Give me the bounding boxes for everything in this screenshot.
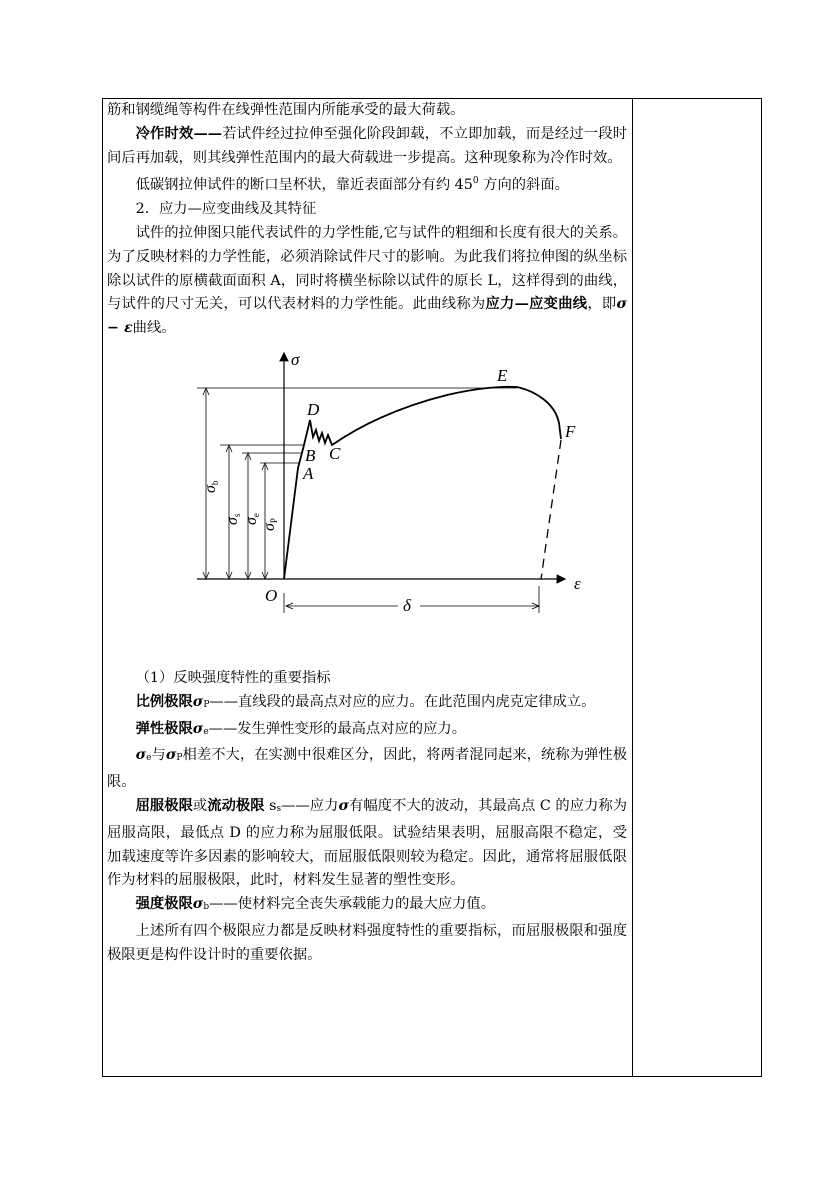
paragraph-yield-limit: 屈服极限或流动极限 ss——应力σ有幅度不大的波动，其最高点 C 的应力称为屈服高限，最低点 D 的应力称为屈服低限。试验结果表明，屈服高限不稳定，受加载速度等许多因素的影响较大，而屈服低限则较为稳定。因此，通常将屈服低限作为材料的屈服极限，此时，材料发生显著的塑性变形。 <box>107 797 628 889</box>
x-axis-label: ε <box>574 573 581 593</box>
svg-text:σP: σP <box>261 518 279 531</box>
point-f-label: F <box>565 421 576 441</box>
sigma-e-label <box>243 513 261 525</box>
section-heading-strength: （1）反映强度特性的重要指标 <box>135 669 331 686</box>
sigma-b-label <box>202 480 220 493</box>
paragraph-proportional-limit: 比例极限σP——直线段的最高点对应的应力。在此范围内虎克定律成立。 <box>135 693 596 710</box>
point-d-label: D <box>307 399 320 419</box>
sigma-p-label <box>261 518 279 531</box>
paragraph-elastic-comparison: σe与σP相差不大，在实测中很难区分，因此，将两者混同起来，统称为弹性极限。 <box>107 747 628 791</box>
paragraph-summary: 上述所有四个极限应力都是反映材料强度特性的重要指标，而屈服极限和强度极限更是构件设计时的重要依据。 <box>107 922 627 963</box>
svg-text:σs: σs <box>224 513 242 525</box>
main-cell <box>107 99 627 968</box>
point-e-label: E <box>497 365 508 385</box>
content-table <box>102 98 762 1077</box>
y-axis-label: σ <box>291 349 300 369</box>
paragraph-stress-strain: 试件的拉伸图只能代表试件的力学性能,它与试件的粗细和长度有很大的关系。为了反映材料的力学性能，必须消除试件尺寸的影响。为此我们将拉伸图的纵坐标除以试件的原横截面面积 A，同时将横坐标除以试件的原长 L，这样得到的曲线，与试件的尺寸无关，可以代表材料的力学性能。此曲线称为应力—应变曲线，即σ − ε曲线。 <box>107 224 628 337</box>
delta-label: δ <box>403 595 411 615</box>
unloading-dashed-line <box>541 440 561 579</box>
term-cold-aging: 冷作时效—— <box>135 125 223 142</box>
point-b-label: B <box>305 445 316 465</box>
paragraph-ultimate-strength: 强度极限σb——使材料完全丧失承载能力的最大应力值。 <box>135 896 496 913</box>
sigma-s-label <box>224 513 242 525</box>
stress-strain-curve <box>284 387 561 579</box>
paragraph-continuation: 筋和钢缆绳等构件在线弹性范围内所能承受的最大荷载。 <box>107 102 465 118</box>
stress-strain-diagram <box>107 343 627 661</box>
paragraph-cold-aging: 冷作时效——若试件经过拉伸至强化阶段卸载，不立即加载，而是经过一段时间后再加载，则其线弹性范围内的最大荷载进一步提高。这种现象称为冷作时效。 <box>107 125 628 166</box>
paragraph-fracture: 低碳钢拉伸试件的断口呈杯状，靠近表面部分有约 $45^0$ 方向的斜面。 <box>135 176 569 194</box>
term-stress-strain-curve: 应力—应变曲线 <box>485 296 588 313</box>
origin-label: O <box>265 585 278 605</box>
point-a-label: A <box>303 463 314 483</box>
section-heading-stress-strain: 2．应力—应变曲线及其特征 <box>135 201 317 218</box>
paragraph-elastic-limit: 弹性极限σe——发生弹性变形的最高点对应的应力。 <box>135 720 466 737</box>
svg-text:σe: σe <box>243 513 261 525</box>
point-c-label: C <box>329 443 341 463</box>
column-divider <box>632 99 633 1076</box>
stress-strain-figure <box>107 343 627 661</box>
svg-text:σb: σb <box>202 480 220 493</box>
